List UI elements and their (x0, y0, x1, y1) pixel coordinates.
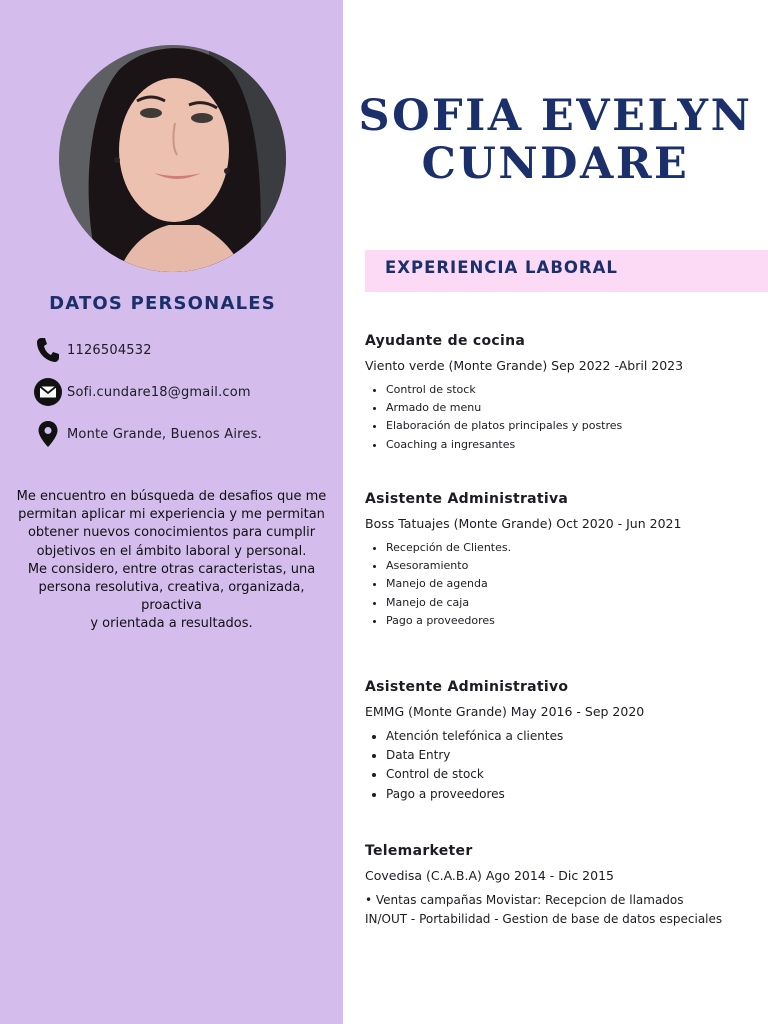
about-line: Me encuentro en búsqueda de desafios que me (16, 489, 327, 504)
personal-data-heading: DATOS PERSONALES (49, 293, 276, 314)
job-title: Asistente Administrativo (365, 679, 569, 695)
list-item: • Manejo de caja (386, 594, 765, 612)
about-line: objetivos en el ámbito laboral y personal. (36, 543, 307, 559)
list-item: • Pago a proveedores (386, 612, 765, 630)
email-icon (33, 377, 63, 407)
list-item: • Recepción de Clientes. (386, 539, 765, 557)
contact-phone (33, 335, 152, 365)
profile-photo (59, 45, 286, 272)
list-item: • Data Entry (386, 746, 765, 765)
about-line: obtener nuevos conocimientos para cumplir (27, 525, 316, 541)
contact-location (33, 419, 262, 449)
list-item: • Asesoramiento (386, 557, 765, 575)
job-entry (365, 679, 765, 804)
task-list (365, 381, 765, 454)
job-detail (365, 891, 765, 929)
phone-number[interactable]: 1126504532 (67, 342, 152, 358)
list-item: • Armado de menu (386, 399, 765, 417)
about-line: permitan aplicar mi experiencia y me permitan (18, 507, 325, 523)
about-line: Me considero, entre otras caracteristas, una (27, 561, 316, 577)
about-text (8, 488, 335, 634)
list-item: • Manejo de agenda (386, 575, 765, 593)
sidebar (0, 0, 343, 1024)
experience-heading: EXPERIENCIA LABORAL (385, 258, 618, 277)
email-address[interactable]: Sofi.cundare18@gmail.com (67, 384, 251, 400)
job-company: Viento verde (Monte Grande) Sep 2022 -Abril 2023 (365, 358, 684, 373)
job-company: EMMG (Monte Grande) May 2016 - Sep 2020 (365, 704, 645, 719)
experience-heading-band (365, 250, 768, 292)
list-item: • Elaboración de platos principales y postres (386, 417, 765, 435)
job-title: Telemarketer (365, 843, 473, 859)
list-item: • Control de stock (386, 381, 765, 399)
about-line: persona resolutiva, creativa, organizada, proactiva (38, 580, 305, 614)
job-company: Covedisa (C.A.B.A) Ago 2014 - Dic 2015 (365, 868, 614, 883)
list-item: • Coaching a ingresantes (386, 436, 765, 454)
job-title: Asistente Administrativa (365, 491, 569, 507)
job-detail-line: • Ventas campañas Movistar: Recepcion de llamados (365, 893, 684, 907)
job-detail-line: IN/OUT - Portabilidad - Gestion de base de datos especiales (365, 912, 723, 926)
location-text: Monte Grande, Buenos Aires. (67, 426, 262, 442)
job-title: Ayudante de cocina (365, 333, 526, 349)
job-entry (365, 491, 765, 630)
task-list (365, 727, 765, 804)
list-item: • Atención telefónica a clientes (386, 727, 765, 746)
list-item: • Pago a proveedores (386, 785, 765, 804)
task-list (365, 539, 765, 630)
list-item: • Control de stock (386, 765, 765, 784)
location-pin-icon (33, 419, 63, 449)
job-entry (365, 843, 765, 929)
name-line-2: CUNDARE (421, 139, 690, 189)
about-line: y orientada a resultados. (90, 616, 253, 632)
name-line-1: SOFIA EVELYN (358, 91, 753, 141)
job-company: Boss Tatuajes (Monte Grande) Oct 2020 - Jun 2021 (365, 516, 682, 531)
contact-email (33, 377, 251, 407)
job-entry (365, 333, 765, 454)
phone-icon (33, 335, 63, 365)
full-name (343, 92, 768, 188)
